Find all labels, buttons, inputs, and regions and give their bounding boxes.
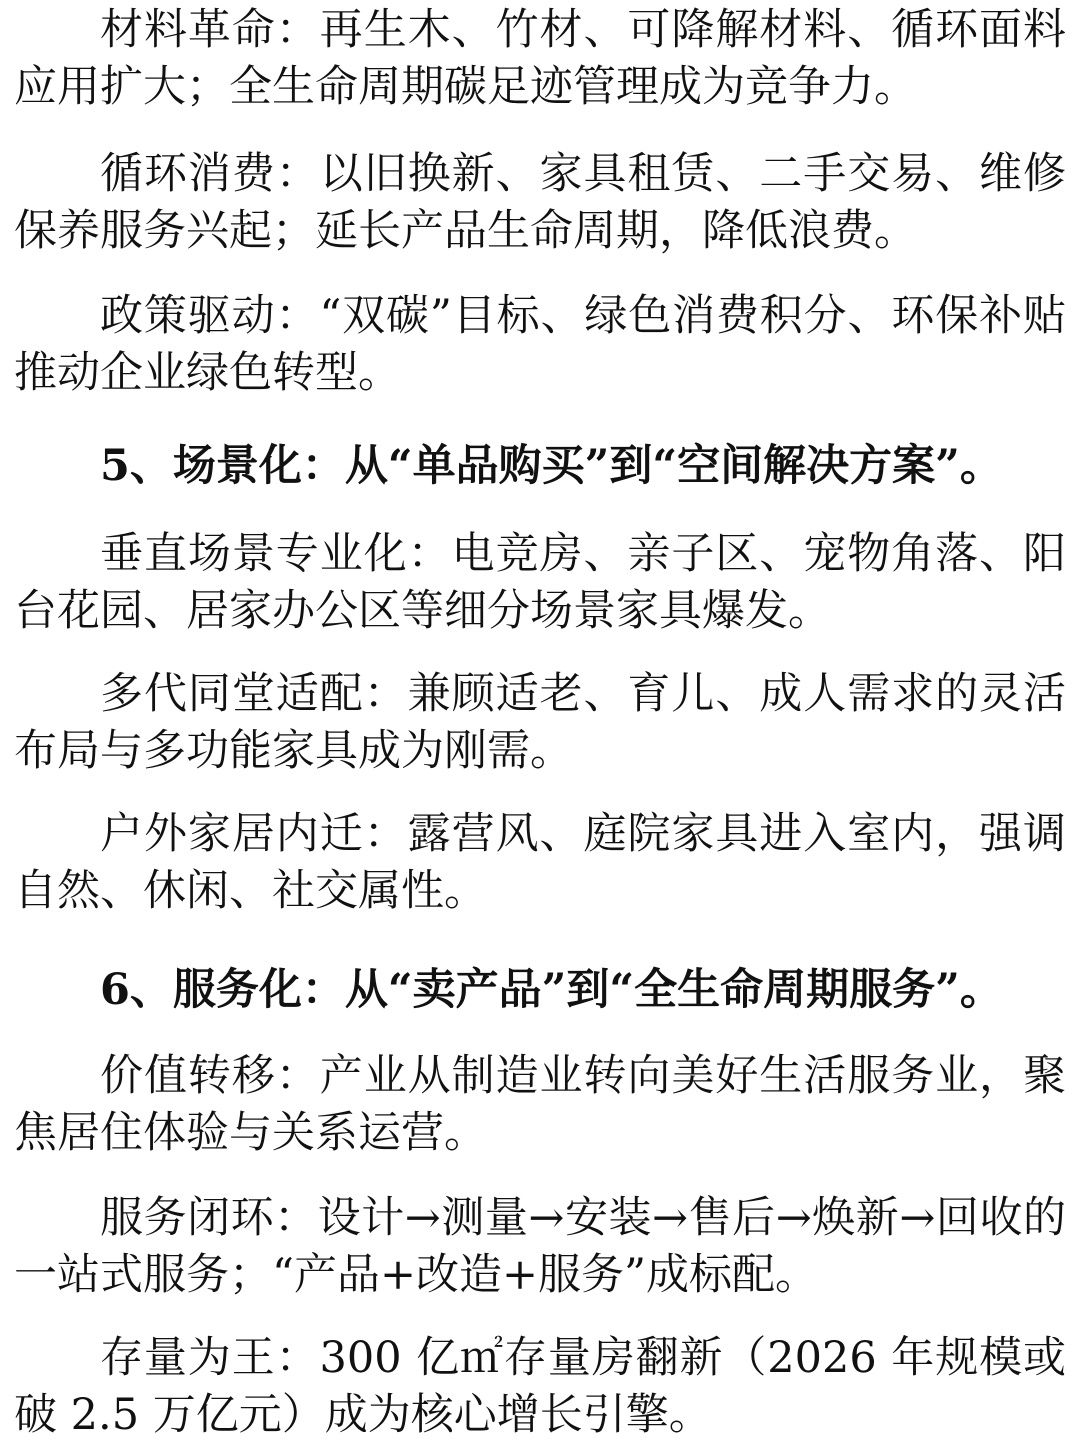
paragraph-service-loop: 服务闭环：设计→测量→安装→售后→焕新→回收的一站式服务；“产品+改造+服务”成标配。: [14, 1193, 1066, 1300]
paragraph-outdoor-indoor: 户外家居内迁：露营风、庭院家具进入室内，强调自然、休闲、社交属性。: [14, 809, 1066, 916]
section-heading-5: 5、场景化：从“单品购买”到“空间解决方案”。: [100, 441, 1003, 491]
paragraph-value-shift: 价值转移：产业从制造业转向美好生活服务业，聚焦居住体验与关系运营。: [14, 1051, 1066, 1158]
paragraph-material-revolution: 材料革命：再生木、竹材、可降解材料、循环面料应用扩大；全生命周期碳足迹管理成为竞争力。: [14, 5, 1066, 112]
paragraph-vertical-scenes: 垂直场景专业化：电竞房、亲子区、宠物角落、阳台花园、居家办公区等细分场景家具爆发。: [14, 529, 1066, 636]
paragraph-stock-housing: 存量为王：300 亿㎡存量房翻新（2026 年规模或破 2.5 万亿元）成为核心增长引擎。: [14, 1333, 1066, 1440]
paragraph-policy-driven: 政策驱动：“双碳”目标、绿色消费积分、环保补贴推动企业绿色转型。: [14, 291, 1066, 398]
paragraph-circular-consumption: 循环消费：以旧换新、家具租赁、二手交易、维修保养服务兴起；延长产品生命周期，降低浪费。: [14, 149, 1066, 256]
paragraph-multi-generation: 多代同堂适配：兼顾适老、育儿、成人需求的灵活布局与多功能家具成为刚需。: [14, 669, 1066, 776]
section-heading-6: 6、服务化：从“卖产品”到“全生命周期服务”。: [100, 965, 1003, 1015]
